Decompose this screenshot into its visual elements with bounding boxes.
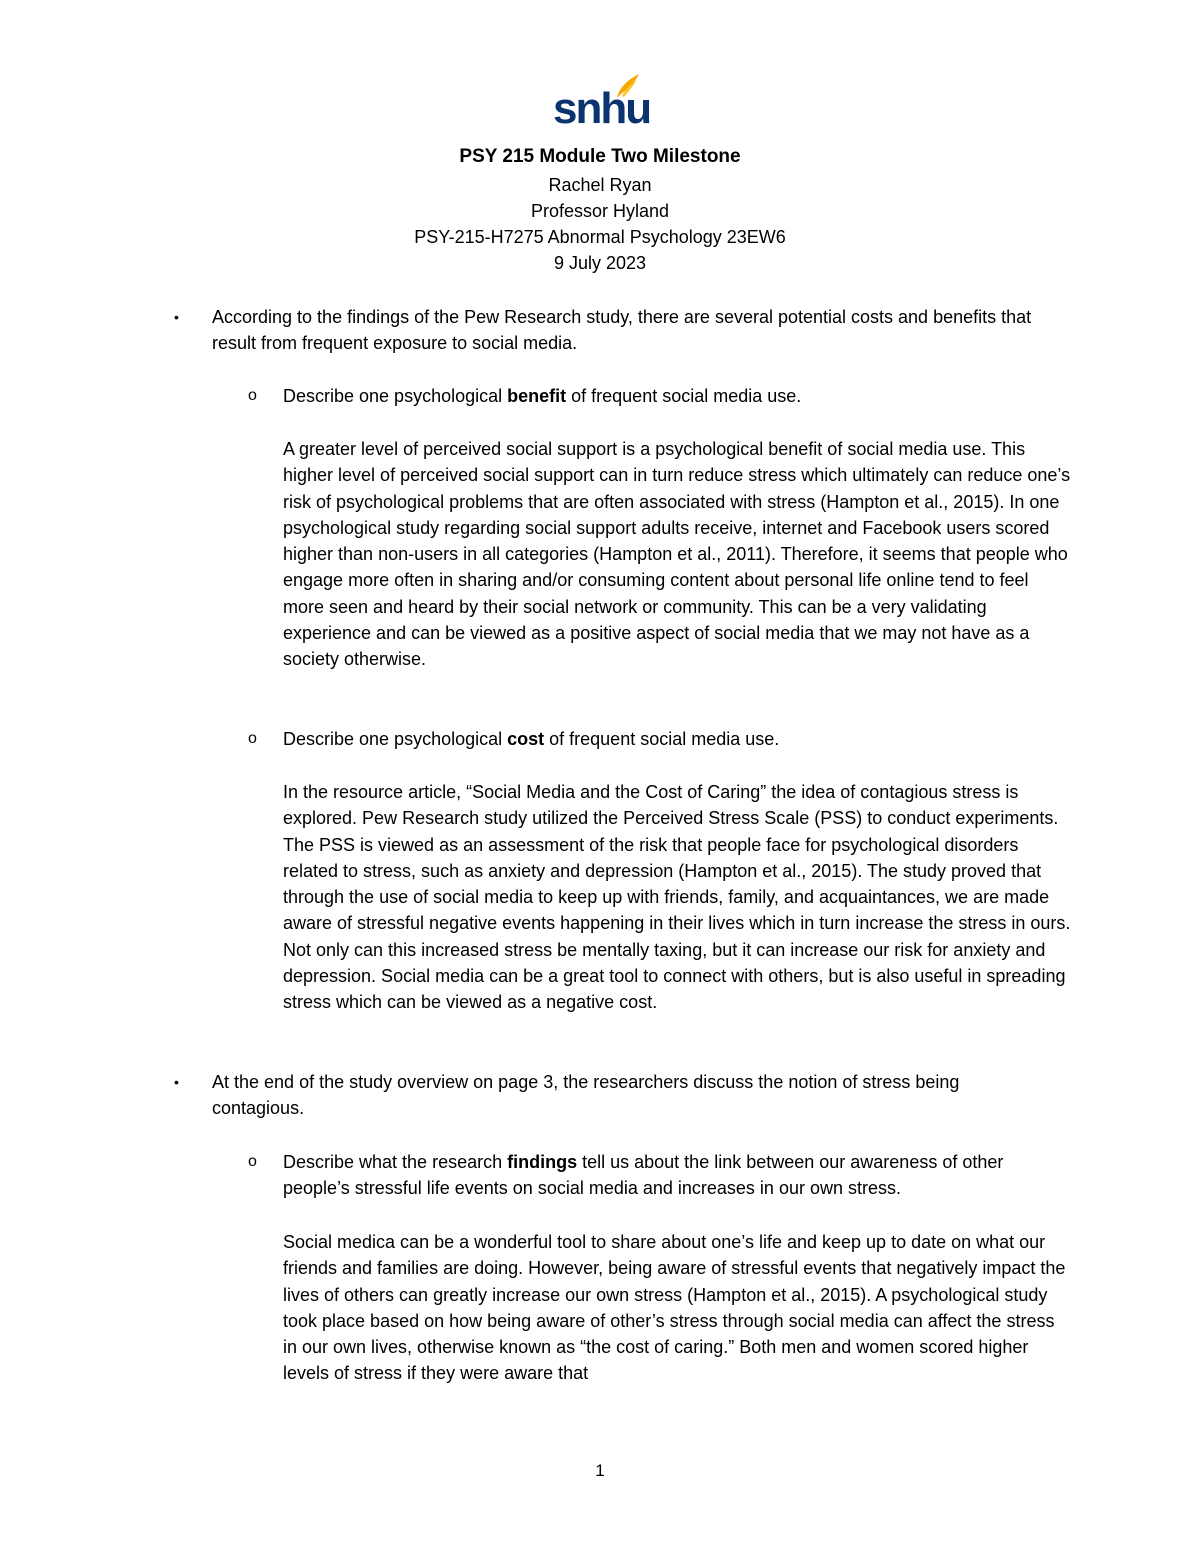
author-name: Rachel Ryan [548,175,652,195]
page-title: PSY 215 Module Two Milestone [459,146,741,167]
snhu-logo [553,72,651,134]
question-keyword: benefit [507,386,567,406]
answer-findings: Social medica can be a wonderful tool to share about one’s life and keep up to date on what our friends and families are doing. However, being aware of stressful events that negatively impact the lives of others can greatly increase our own stress (Hampton et al., 2015). A psychological study took place based on how being aware of other’s stress through social media can affect the stress in our own lives, otherwise known as “the cost of caring.” Both men and women scored higher levels of stress if they were aware that [283,1232,1066,1384]
question-benefit [283,383,1073,409]
question-keyword: findings [507,1152,578,1172]
question-text: of frequent social media use. [566,386,802,406]
question-text: Describe what the research [283,1152,508,1172]
question-text: Describe one psychological [283,386,508,406]
sub-bullet-marker: o [248,387,257,404]
page-number: 1 [595,1461,605,1480]
question-text: tell us about the link between our awareness of other people’s stressful life events on social media and increases in our own stress. [283,1152,1004,1199]
sub-bullet-marker: o [248,1153,257,1170]
sub-bullet-marker: o [248,730,257,747]
answer-cost: In the resource article, “Social Media and the Cost of Caring” the idea of contagious stress is explored. Pew Research study utilized the Perceived Stress Scale (PSS) to conduct experiments. The PSS is viewed as an assessment of the risk that people face for psychological disorders related to stress, such as anxiety and depression (Hampton et al., 2015). The study proved that through the use of social media to keep up with friends, family, and acquaintances, we are made aware of stressful negative events happening in their lives which in turn increase the stress in ours. Not only can this increased stress be mentally taxing, but it can increase our risk for anxiety and depression. Social media can be a great tool to connect with others, but is also useful in spreading stress which can be viewed as a negative cost. [283,782,1071,1013]
question-text: Describe one psychological [283,729,508,749]
answer-benefit: A greater level of perceived social support is a psychological benefit of social media use. This higher level of perceived social support can in turn reduce stress which ultimately can reduce one’s risk of psychological problems that are often associated with stress (Hampton et al., 2015). In one psychological study regarding social support adults receive, internet and Facebook users scored higher than non-users in all categories (Hampton et al., 2011). Therefore, it seems that people who engage more often in sharing and/or consuming content about personal life online tend to feel more seen and heard by their social network or community. This can be a very validating experience and can be viewed as a positive aspect of social media that we may not have as a society otherwise. [283,439,1071,670]
document-date: 9 July 2023 [553,253,647,273]
professor-name: Professor Hyland [530,201,670,221]
bullet-1-text: According to the findings of the Pew Research study, there are several potential costs and benefits that result from frequent exposure to social media. [212,307,1032,354]
course-name: PSY-215-H7275 Abnormal Psychology 23EW6 [414,227,786,247]
bullet-2-text: At the end of the study overview on page 3, the researchers discuss the notion of stress being contagious. [212,1072,960,1119]
question-findings [283,1149,1073,1202]
bullet-marker: • [174,309,179,325]
bullet-marker: • [174,1074,179,1090]
logo-text: snhu [553,84,651,133]
question-text: of frequent social media use. [544,729,780,749]
question-cost [283,726,1073,752]
question-keyword: cost [507,729,545,749]
